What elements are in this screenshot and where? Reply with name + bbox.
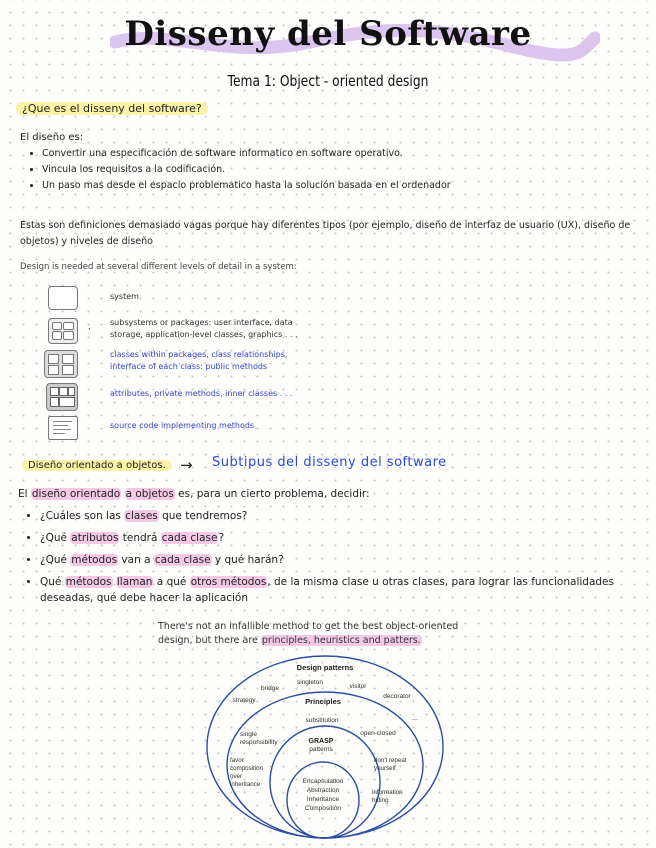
level-subsystems-label: subsystems or packages: user interface, data storage, application-level classes, graphics . . . <box>110 318 298 339</box>
page-title: Disseny del Software <box>124 14 532 54</box>
label-dont-repeat: don't repeat <box>374 757 407 764</box>
label-abstraction: Abstraction <box>306 787 340 794</box>
label-encapsulation: Encapsulation <box>302 778 344 785</box>
design-bullets <box>20 148 642 196</box>
source-code-icon <box>48 416 78 440</box>
label-substitution: substitution <box>305 717 339 724</box>
level-classes-label: classes within packages, class relationships, interface of each class: public methods <box>110 350 288 371</box>
label-singleton: singleton <box>296 679 324 686</box>
label-patterns: patterns <box>309 746 333 753</box>
label-over: over <box>230 773 243 780</box>
highlight: métodos <box>71 554 118 566</box>
design-levels-diagram <box>200 652 450 842</box>
label-ellipsis: ... <box>412 715 418 722</box>
text-span: ¿Qué <box>40 532 71 544</box>
oo-design-heading <box>22 460 172 471</box>
oo-design-intro <box>18 488 638 500</box>
highlight: a objetos <box>125 488 174 500</box>
text-span: Qué <box>40 576 65 588</box>
label-responsibility: responsibility <box>240 739 278 746</box>
label-composition: composition <box>230 765 264 772</box>
text-span: y qué harán? <box>211 554 284 566</box>
list-item <box>40 574 655 606</box>
text-span: que tendremos? <box>158 510 248 522</box>
highlight: clases <box>125 510 158 522</box>
label-yourself: yourself <box>374 765 396 772</box>
highlight: diseño orientado <box>31 488 121 500</box>
quote-line-1: There's not an infallible method to get the best object-oriented <box>158 621 459 632</box>
list-item: • Vincula los requisitos a la codificación. <box>42 164 642 175</box>
levels-heading: Design is needed at several different levels of detail in a system: <box>20 262 297 272</box>
highlight: principles, heuristics and patters. <box>261 635 421 646</box>
section-question <box>16 102 208 115</box>
text-span: van a <box>118 554 154 566</box>
list-item <box>40 530 655 546</box>
label-core-composition: Composition <box>304 805 342 812</box>
highlight: otros métodos <box>190 576 267 588</box>
label-favor: favor <box>230 757 244 764</box>
highlight: cada clase <box>161 532 218 544</box>
subtypes-note: Subtipus del disseny del software <box>212 455 447 470</box>
classes-icon <box>44 350 78 378</box>
label-open-closed: open-closed <box>360 730 396 737</box>
list-item: • Convertir una especificación de software informatico en software operativo. <box>42 148 642 159</box>
highlight: métodos <box>65 576 112 588</box>
section-question-text: ¿Que es el disseny del software? <box>16 102 208 115</box>
arrow-icon: → <box>180 456 193 474</box>
text-span: design, but there are <box>158 635 261 646</box>
highlight: cada clase <box>154 554 211 566</box>
highlight: atributos <box>71 532 119 544</box>
label-single: single <box>240 731 257 738</box>
design-intro: El diseño es: <box>20 132 84 143</box>
list-item <box>40 552 655 568</box>
oo-questions <box>18 508 655 612</box>
level-attributes-label: attributes, private methods, inner classes . . . <box>110 389 293 398</box>
list-item: • Un paso mas desde el espacio problematico hasta la solución basada en el ordenador <box>42 180 642 191</box>
text-span: ¿Qué <box>40 554 71 566</box>
oo-design-heading-text: Diseño orientado a objetos. <box>22 460 172 471</box>
label-design-patterns: Design patterns <box>296 663 354 672</box>
highlight: llaman <box>116 576 153 588</box>
quote-block <box>158 620 498 648</box>
label-information: information <box>372 789 403 796</box>
label-decorator: decorator <box>383 693 411 700</box>
text-span: ? <box>218 532 225 544</box>
dot-mark: , <box>88 322 91 332</box>
level-source-code-label: source code implementing methods <box>110 421 255 430</box>
text-span: El <box>18 488 31 500</box>
quote-line-2 <box>158 634 498 648</box>
text-span: ¿Cuáles son las <box>40 510 125 522</box>
text-span: tendrá <box>119 532 161 544</box>
subsystems-icon <box>48 318 78 344</box>
text-span: es, para un cierto problema, decidir: <box>174 488 370 500</box>
text-span: , de la misma clase u otras clases, para lograr las funcionalidades deseadas, qué debe hacer la aplicación <box>40 576 614 604</box>
label-hiding: hiding <box>372 797 389 804</box>
label-inheritance: inheritance <box>230 781 261 788</box>
label-core-inheritance: Inheritance <box>306 796 340 803</box>
label-strategy: strategy <box>232 697 256 704</box>
level-system-label: system <box>110 292 139 301</box>
system-icon <box>48 286 78 310</box>
attributes-icon <box>46 383 78 411</box>
page-subtitle: Tema 1: Object - oriented design <box>227 72 429 90</box>
design-note: Estas son definiciones demasiado vagas porque hay diferentes tipos (por ejemplo, diseño de interfaz de usuario (UX), diseño de objetos) y niveles de diseño <box>20 220 631 247</box>
text-span: a qué <box>153 576 190 588</box>
label-bridge: bridge <box>260 685 280 692</box>
label-visitor: visitor <box>349 683 367 690</box>
label-principles: Principles <box>305 697 341 706</box>
list-item <box>40 508 655 524</box>
label-grasp: GRASP <box>308 738 334 745</box>
